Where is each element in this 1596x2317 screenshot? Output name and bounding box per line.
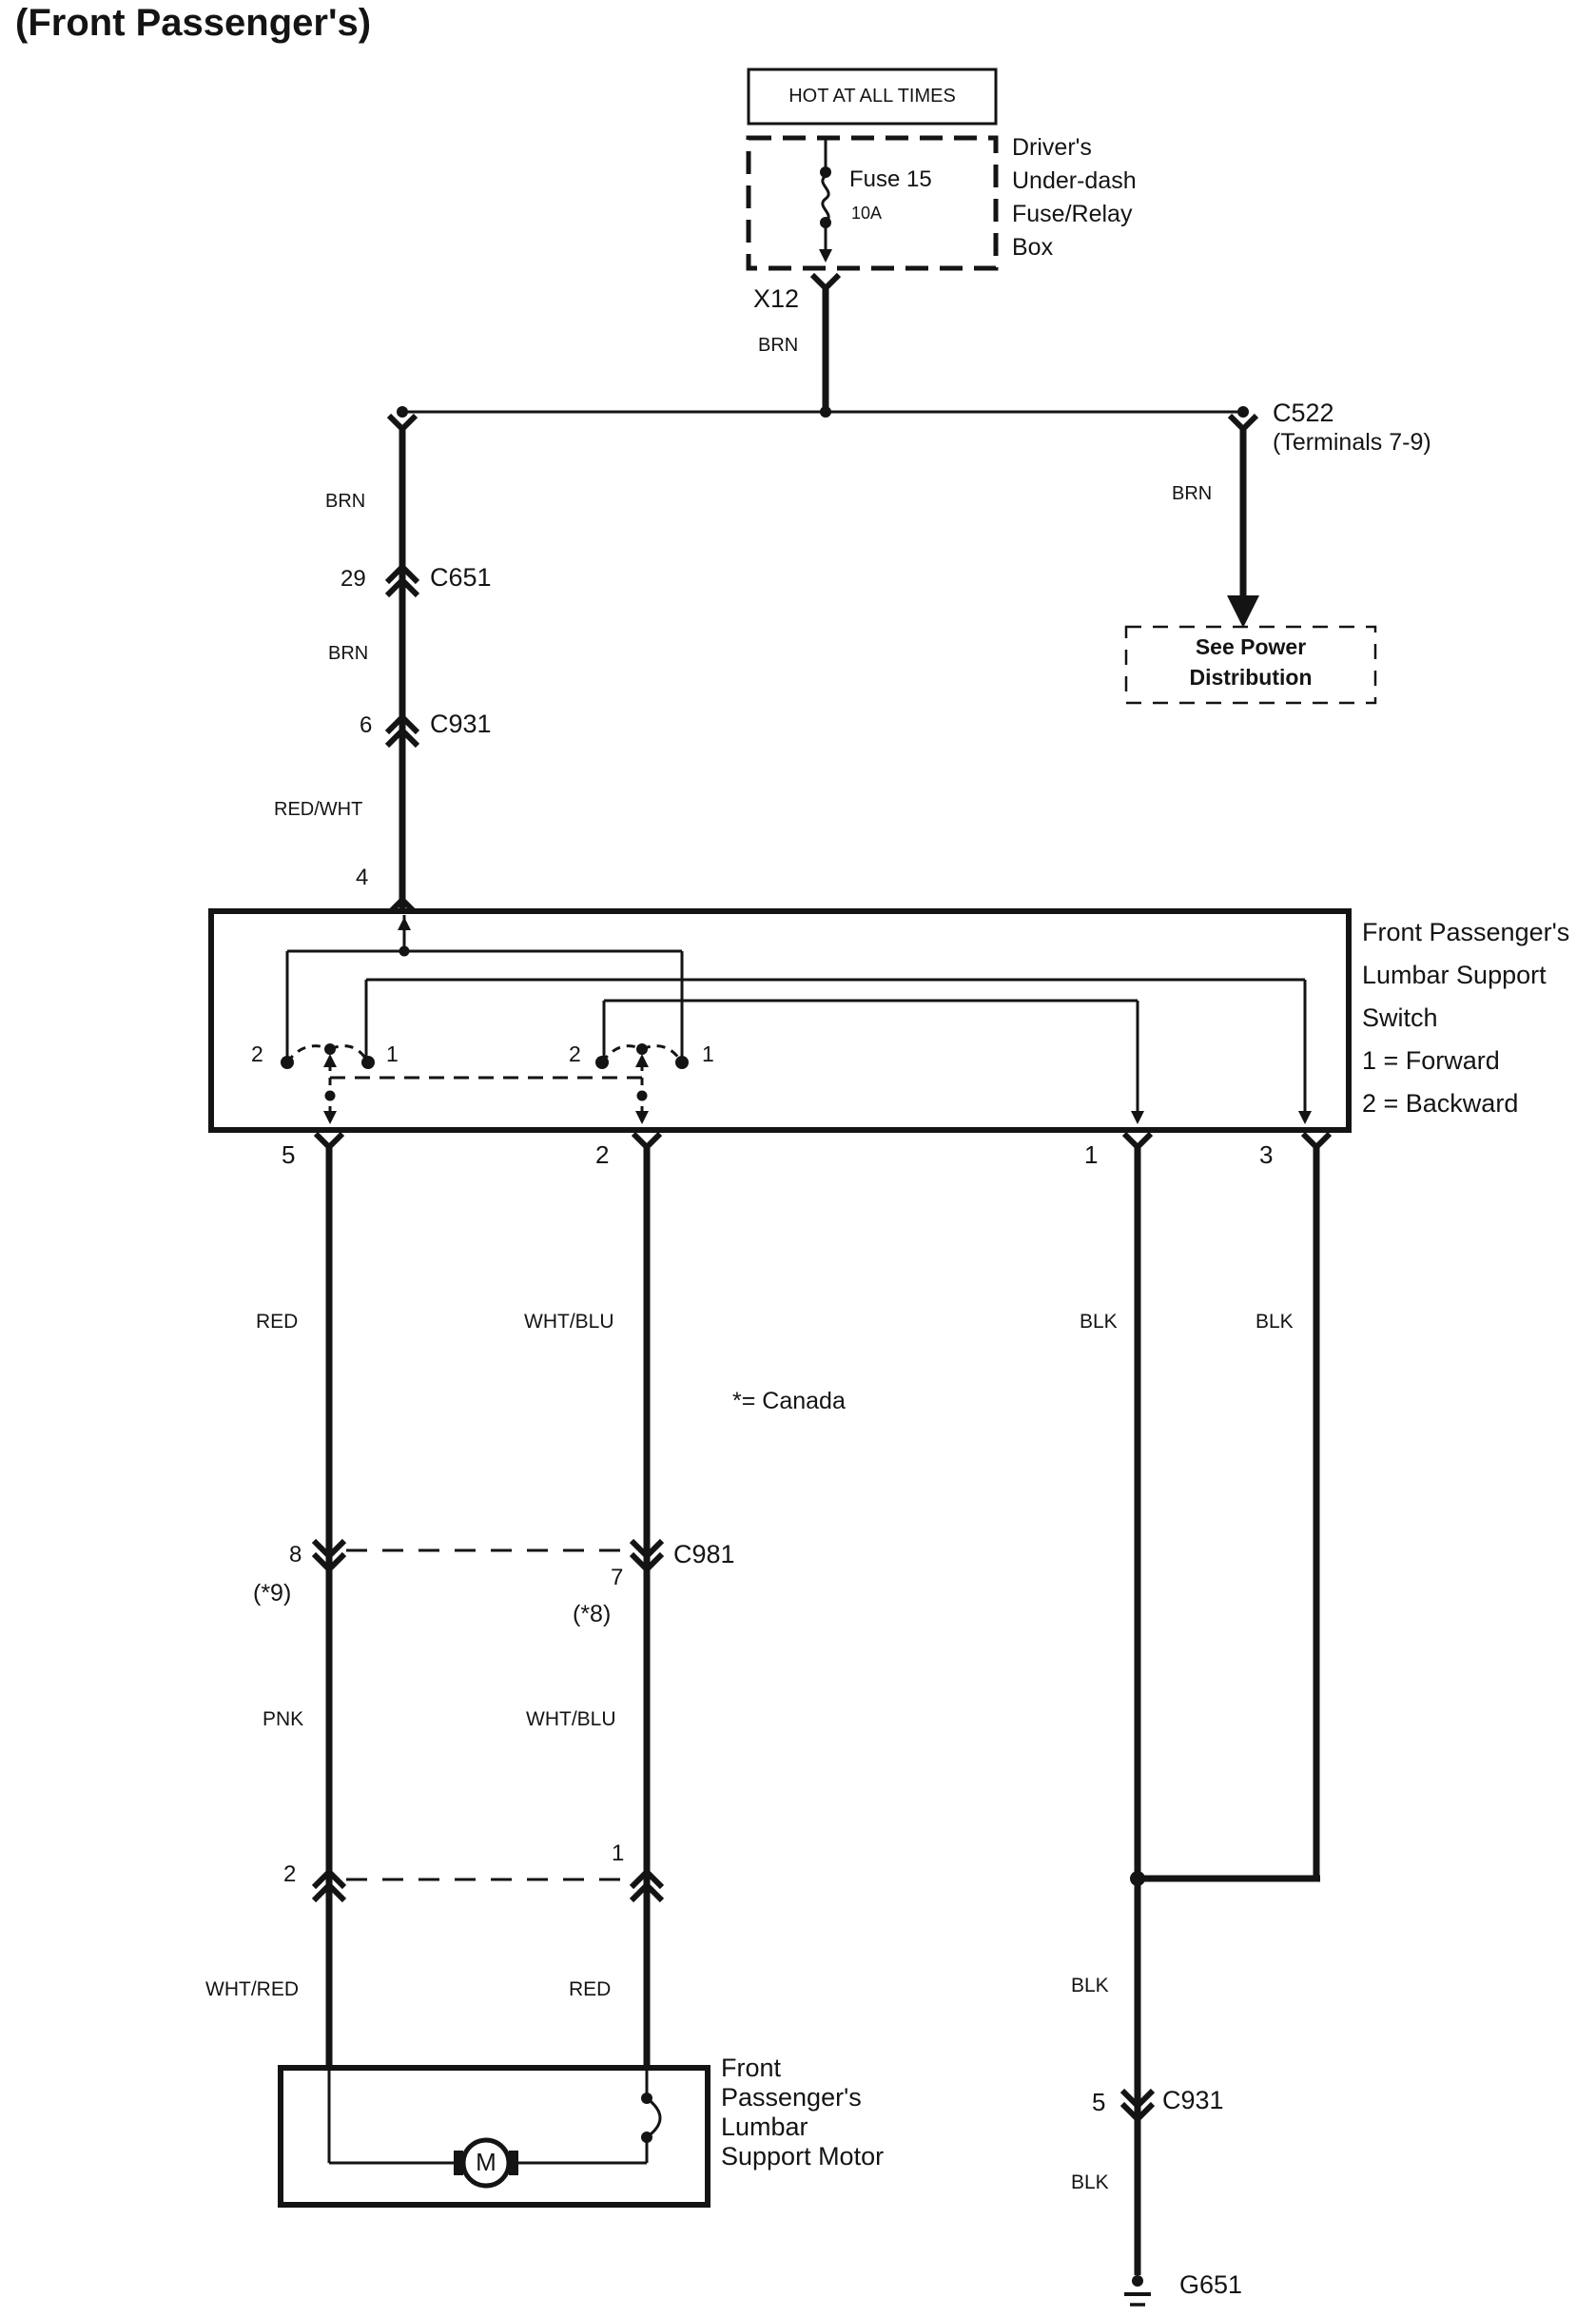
see-power-label-line1: See Power <box>1195 634 1307 659</box>
connector-c931-label: C931 <box>430 710 492 738</box>
switch-internal-wiring <box>281 915 1312 1124</box>
switch-label-line5: 2 = Backward <box>1362 1089 1519 1118</box>
connector-c651-label: C651 <box>430 563 492 592</box>
connector-c522-terminals-label: (Terminals 7-9) <box>1273 429 1431 456</box>
pin-4-label: 4 <box>356 865 369 890</box>
wire-color-blk-1: BLK <box>1080 1311 1118 1333</box>
inline-connector-2-1-symbols <box>314 1872 662 1900</box>
page-title: (Front Passenger's) <box>15 2 372 44</box>
switch-label-line3: Switch <box>1362 1003 1438 1032</box>
lumbar-support-switch-box <box>211 911 1349 1130</box>
switch-contact-right-2: 2 <box>569 1042 581 1066</box>
c981-pin-8-alt-label: (*9) <box>253 1580 292 1606</box>
connector-c931-ground-label: C931 <box>1162 2086 1224 2114</box>
switch-contact-right-1: 1 <box>702 1042 714 1066</box>
inline-pin-1-label: 1 <box>612 1840 625 1866</box>
ground-pin-5-label: 5 <box>1092 2088 1106 2116</box>
switch-label-line4: 1 = Forward <box>1362 1046 1500 1075</box>
c981-pin-7-alt-label: (*8) <box>573 1601 612 1627</box>
ground-g651-label: G651 <box>1179 2270 1243 2299</box>
ground-wire-junction <box>1130 1871 1145 1886</box>
pin-29-label: 29 <box>341 566 366 592</box>
wire-color-whtred: WHT/RED <box>205 1978 299 2000</box>
connector-c522-label: C522 <box>1273 399 1334 427</box>
fuse-symbol <box>819 138 832 263</box>
switch-contact-left-2: 2 <box>251 1042 263 1066</box>
see-power-label-line2: Distribution <box>1189 665 1313 690</box>
fuse-box-label-line3: Fuse/Relay <box>1012 201 1133 227</box>
switch-label-line2: Lumbar Support <box>1362 961 1547 989</box>
ground-symbol <box>1124 2275 1151 2305</box>
see-power-arrow <box>1227 595 1259 628</box>
fuse-box-label-line2: Under-dash <box>1012 167 1137 194</box>
wire-color-blk-2: BLK <box>1255 1311 1294 1333</box>
fuse-box-label-line4: Box <box>1012 234 1054 261</box>
wire-color-brn-x12: BRN <box>758 335 799 356</box>
motor-m-label: M <box>476 2148 496 2176</box>
pin-6-label: 6 <box>360 712 373 738</box>
wire-color-blk-ground-2: BLK <box>1071 2171 1109 2193</box>
switch-pin-2-label: 2 <box>595 1140 610 1169</box>
wire-color-brn-left2: BRN <box>328 643 369 664</box>
canada-note: *= Canada <box>732 1388 846 1414</box>
switch-pin-5-label: 5 <box>282 1140 296 1169</box>
motor-label-line1: Front <box>721 2054 782 2082</box>
connector-x12-label: X12 <box>753 284 800 313</box>
wire-color-red: RED <box>256 1311 299 1333</box>
c981-pin-7-label: 7 <box>611 1565 624 1590</box>
motor-label-line2: Passenger's <box>721 2083 862 2112</box>
wire-color-whtblu-2: WHT/BLU <box>526 1708 616 1730</box>
wire-color-redwht: RED/WHT <box>274 799 363 820</box>
connector-c981-label: C981 <box>673 1540 735 1568</box>
hot-at-all-times-label: HOT AT ALL TIMES <box>788 86 956 107</box>
motor-label-line4: Support Motor <box>721 2142 885 2171</box>
switch-pin-3-label: 3 <box>1259 1140 1274 1169</box>
wire-color-whtblu: WHT/BLU <box>524 1311 614 1333</box>
wire-color-brn-left1: BRN <box>325 491 366 512</box>
fuse-name-label: Fuse 15 <box>849 166 932 192</box>
fuse-box-label-line1: Driver's <box>1012 134 1092 161</box>
fuse-rating-label: 10A <box>851 204 883 223</box>
switch-label-line1: Front Passenger's <box>1362 918 1570 946</box>
wire-color-brn-right: BRN <box>1172 483 1213 504</box>
switch-contact-left-1: 1 <box>386 1042 399 1066</box>
wire-color-red-2: RED <box>569 1978 612 2000</box>
switch-pin-1-label: 1 <box>1084 1140 1099 1169</box>
inline-pin-2-label: 2 <box>283 1861 297 1887</box>
wire-color-blk-ground-1: BLK <box>1071 1975 1109 1996</box>
wire-color-pnk: PNK <box>263 1708 304 1730</box>
motor-label-line3: Lumbar <box>721 2113 808 2141</box>
c981-pin-8-label: 8 <box>289 1542 302 1567</box>
